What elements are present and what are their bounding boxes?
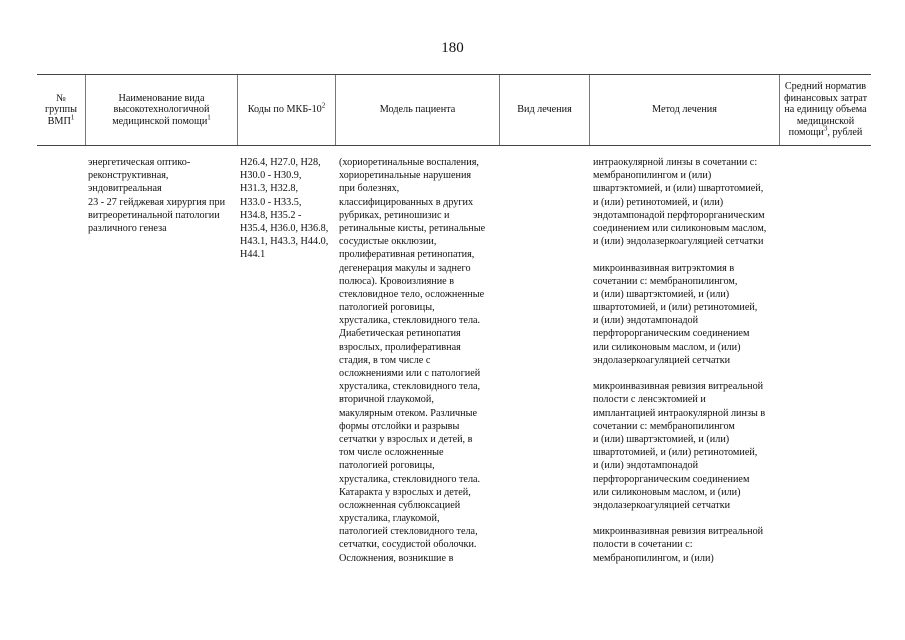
- text-line: мембранопилингом и (или): [593, 170, 712, 182]
- text-line: H34.8, H35.2 -: [240, 209, 302, 221]
- text-line: хориоретинальные нарушения: [339, 170, 472, 182]
- text-line: том числе осложненные: [339, 447, 444, 459]
- header-treatment-type: Вид лечения: [517, 104, 572, 116]
- text-line: Осложнения, возникшие в: [339, 552, 454, 564]
- text-line: макулярным отеком. Различные: [339, 407, 477, 419]
- header-patient-model: Модель пациента: [379, 104, 456, 116]
- text-line: пролиферативная ретинопатия,: [339, 249, 475, 261]
- text-line: микроинвазивная витрэктомия в: [593, 262, 735, 274]
- text-line: и (или) швартэктомией, и (или): [593, 288, 730, 300]
- text-line: при болезнях,: [339, 183, 400, 195]
- icd-codes-cell: [240, 156, 328, 262]
- text-line: ретинальные кисты, ретинальные: [339, 222, 486, 234]
- text-line: имплантацией интраокулярной линзы в: [593, 407, 766, 419]
- header-group-number: [37, 75, 85, 145]
- text-line: рубриках, ретиношизис и: [339, 209, 450, 221]
- text-line: эндолазеркоагуляцией сетчатки: [593, 354, 731, 366]
- header-line: Средний норматив: [784, 81, 867, 93]
- text-line: Диабетическая ретинопатия: [339, 328, 461, 340]
- text-line: сетчатки у взрослых и детей, в: [339, 433, 473, 445]
- text-line: полюса). Кровоизлияние в: [339, 275, 455, 287]
- text-line: 23 - 27 гейджевая хирургия при: [88, 196, 226, 208]
- text-line: полости в сочетании с:: [593, 539, 693, 551]
- header-line: №: [56, 92, 66, 104]
- header-care-type: [86, 75, 237, 145]
- paragraph-gap: [593, 367, 766, 380]
- text-line: H30.0 - H30.9,: [240, 170, 302, 182]
- text-line: реконструктивная,: [88, 170, 169, 182]
- text-line: осложненная сублюксацией: [339, 499, 461, 511]
- header-line: помощи$^3$, рублей: [788, 124, 863, 139]
- text-line: микроинвазивная ревизия витреальной: [593, 526, 764, 538]
- text-line: H33.0 - H33.5,: [240, 196, 302, 208]
- text-line: классифицированных в других: [339, 196, 474, 208]
- text-line: и (или) швартэктомией, и (или): [593, 433, 730, 445]
- header-line: ВМП$^1$: [47, 113, 75, 127]
- care-type-cell: [88, 156, 225, 235]
- paragraph-gap: [593, 512, 766, 525]
- table-header: [37, 74, 871, 146]
- text-line: стекловидное тело, осложненные: [339, 288, 485, 300]
- header-line: группы: [45, 104, 77, 116]
- text-line: или силиконовым маслом, и (или): [593, 486, 741, 498]
- text-line: и (или) эндотампонадой: [593, 315, 699, 327]
- text-line: или силиконовым маслом, и (или): [593, 341, 741, 353]
- text-line: эндовитреальная: [88, 183, 162, 195]
- text-line: перфторорганическим соединением: [593, 328, 750, 340]
- header-line: на единицу объема: [784, 104, 867, 116]
- text-line: осложнениями или с патологией: [339, 368, 481, 379]
- header-line: высокотехнологичной: [113, 104, 210, 116]
- text-line: дегенерация макулы и заднего: [339, 262, 471, 274]
- text-line: H43.1, H43.3, H44.0,: [240, 236, 329, 248]
- text-line: швартотомией, и (или) ретинотомией,: [593, 302, 758, 314]
- text-line: витреоретинальной патологии: [88, 209, 220, 221]
- text-line: швартэктомией, и (или) швартотомией,: [593, 183, 764, 195]
- text-line: взрослых, пролиферативная: [339, 341, 461, 353]
- text-line: вторичной глаукомой,: [339, 394, 434, 406]
- patient-model-cell: [339, 156, 485, 565]
- text-line: H31.3, H32.8,: [240, 183, 299, 195]
- text-line: патологией роговицы,: [339, 460, 435, 472]
- paragraph-gap: [593, 248, 766, 261]
- text-line: эндотампонадой перфторорганическим: [593, 209, 765, 221]
- text-line: сетчатки, сосудистой оболочки.: [339, 539, 477, 551]
- text-line: интраокулярной линзы в сочетании с:: [593, 157, 758, 168]
- text-line: H26.4, H27.0, H28,: [240, 157, 321, 168]
- text-line: H44.1: [240, 249, 266, 261]
- header-line: медицинской: [796, 115, 855, 127]
- text-line: хрусталика, стекловидного тела.: [339, 315, 481, 327]
- treatment-method-cell: [593, 156, 766, 565]
- text-line: различного генеза: [88, 222, 167, 234]
- footnote-mark: 1: [207, 113, 211, 122]
- text-line: хрусталика, стекловидного тела.: [339, 473, 481, 485]
- text-line: Катаракта у взрослых и детей,: [339, 486, 471, 498]
- text-line: патологией роговицы,: [339, 302, 435, 314]
- text-line: полости с ленсэктомией и: [593, 394, 706, 406]
- text-line: перфторорганическим соединением: [593, 473, 750, 485]
- text-line: сосудистые окклюзии,: [339, 236, 437, 248]
- text-line: и (или) эндолазеркоагуляцией сетчатки: [593, 236, 764, 248]
- text-line: энергетическая оптико-: [88, 157, 191, 168]
- text-line: стадия, в том числе с: [339, 354, 431, 366]
- text-line: (хориоретинальные воспаления,: [339, 157, 479, 168]
- text-line: соединением или силиконовым маслом,: [593, 222, 767, 234]
- text-line: патологией стекловидного тела,: [339, 526, 478, 538]
- text-line: хрусталика, глаукомой,: [339, 513, 440, 525]
- header-line: медицинской помощи$^1$: [112, 113, 211, 127]
- footnote-mark: 3: [823, 124, 828, 133]
- header-cost-standard: [780, 75, 871, 145]
- text-line: мембранопилингом, и (или): [593, 552, 714, 564]
- text-line: микроинвазивная ревизия витреальной: [593, 381, 764, 393]
- text-line: эндолазеркоагуляцией сетчатки: [593, 499, 731, 511]
- header-icd-codes: Коды по МКБ-$10^2$: [247, 101, 326, 116]
- text-line: и (или) эндотампонадой: [593, 460, 699, 472]
- header-line: Наименование вида: [118, 92, 205, 104]
- text-line: сочетании с: мембранопилингом: [593, 420, 735, 432]
- page-number: 180: [441, 40, 464, 56]
- text-line: швартотомией, и (или) ретинотомией,: [593, 447, 758, 459]
- text-line: и (или) ретинотомией, и (или): [593, 196, 724, 208]
- footnote-mark: 2: [321, 101, 326, 110]
- text-line: хрусталика, стекловидного тела,: [339, 381, 481, 393]
- header-treatment-method: Метод лечения: [652, 104, 717, 116]
- text-line: формы отслойки и разрывы: [339, 420, 460, 432]
- footnote-mark: 1: [70, 113, 75, 122]
- header-line: финансовых затрат: [783, 92, 868, 104]
- text-line: сочетании с: мембранопилингом,: [593, 275, 738, 287]
- text-line: H35.4, H36.0, H36.8,: [240, 222, 329, 234]
